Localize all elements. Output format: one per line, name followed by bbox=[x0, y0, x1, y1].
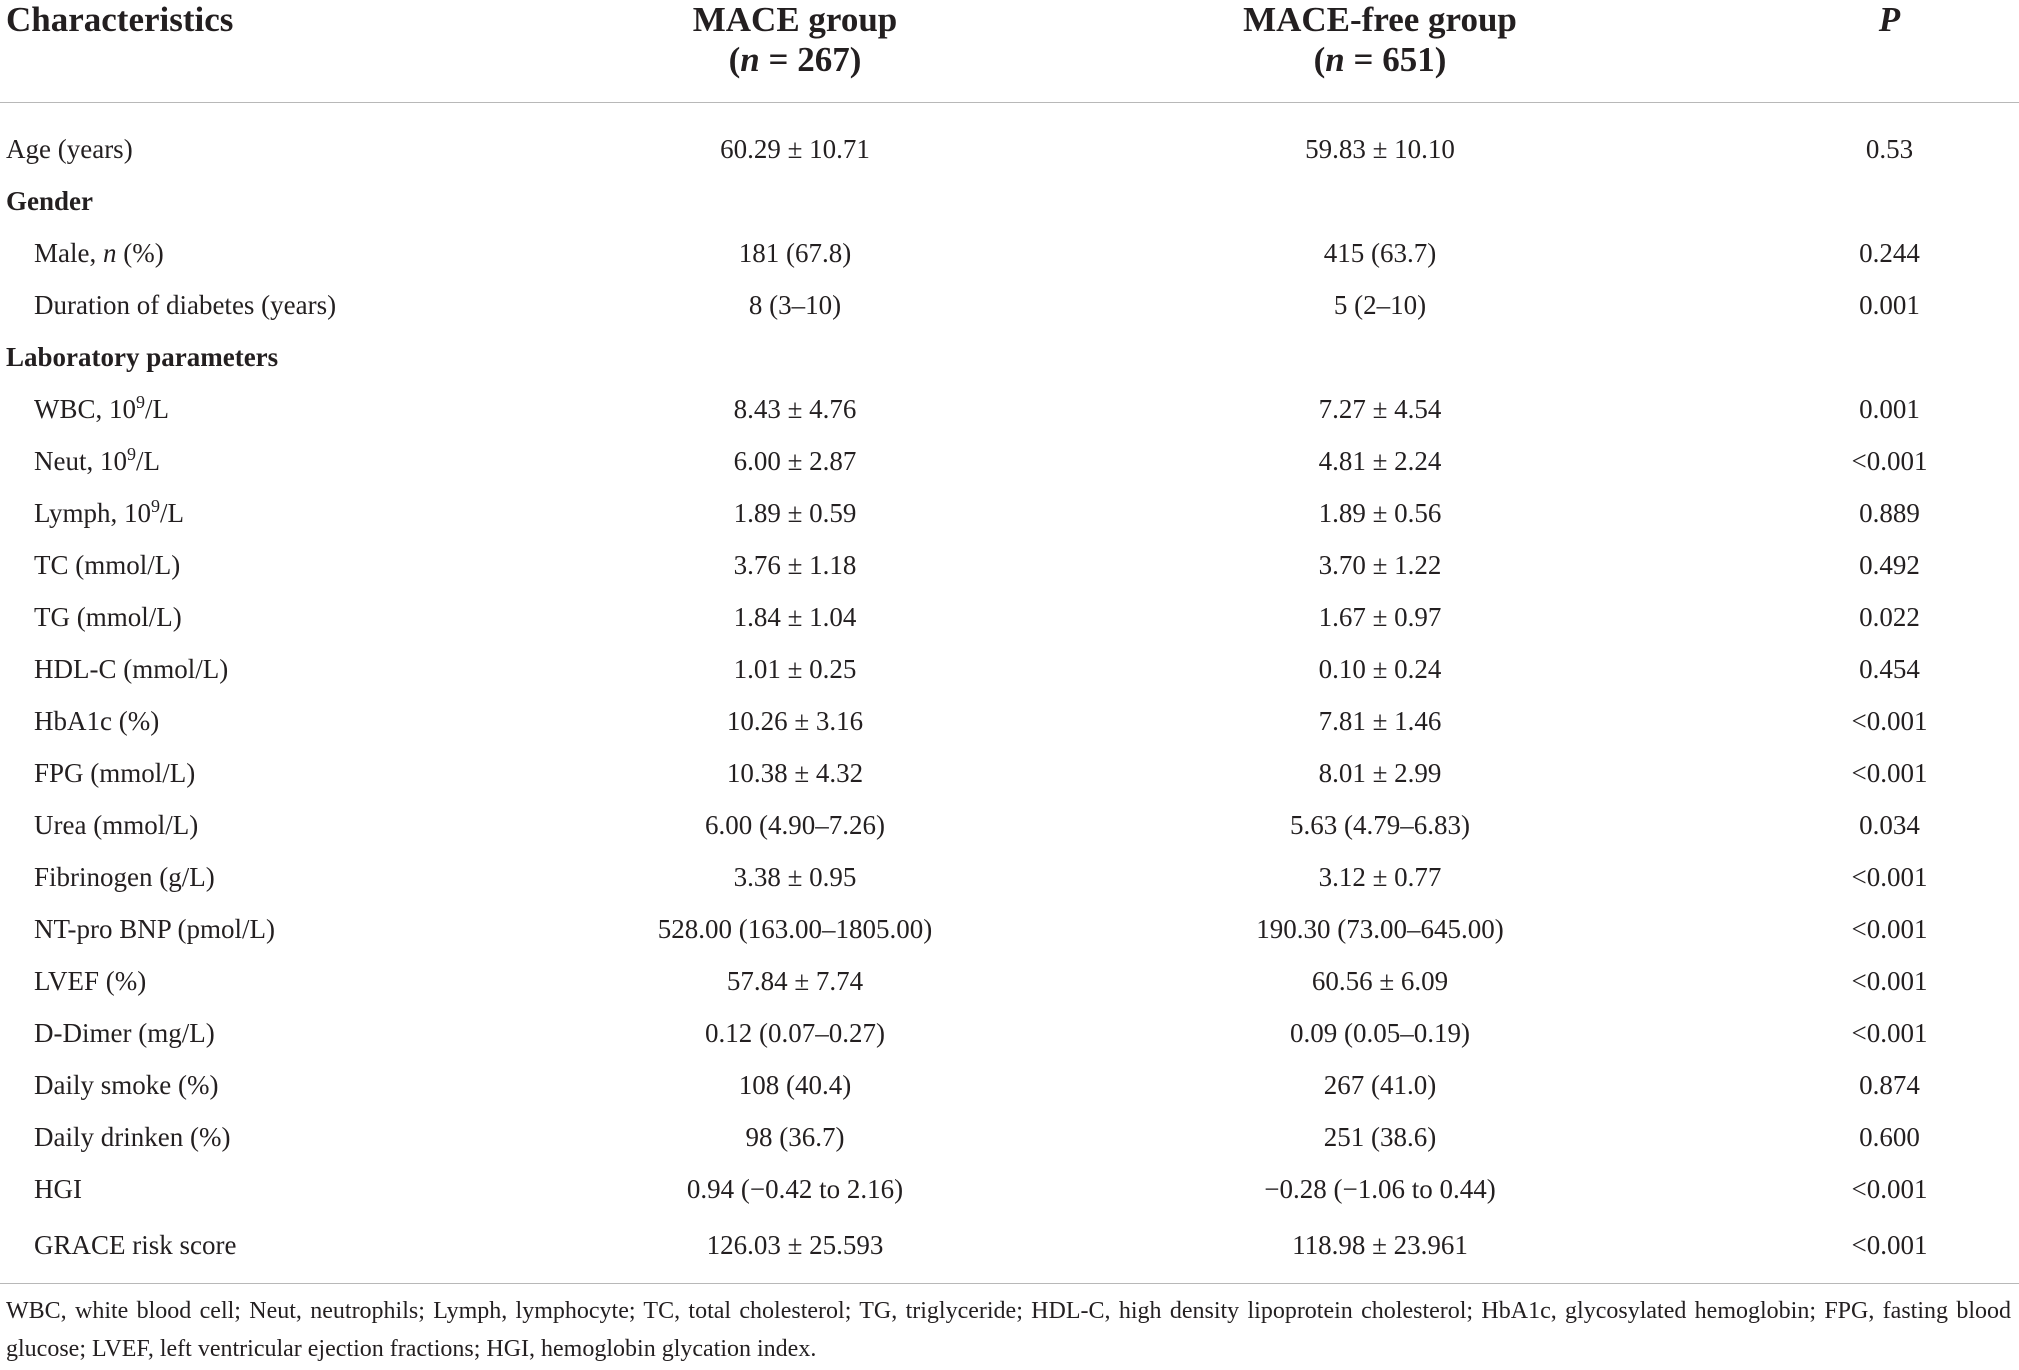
p-value: 0.001 bbox=[1859, 393, 1920, 424]
header-free-n-prefix: ( bbox=[1313, 40, 1326, 79]
mace-group-value: 1.84 ± 1.04 bbox=[733, 601, 857, 632]
row-label: Fibrinogen (g/L) bbox=[34, 861, 215, 892]
mace-group-value bbox=[560, 331, 1030, 383]
mace-free-group-value: −0.28 (−1.06 to 0.44) bbox=[1264, 1173, 1496, 1204]
row-label-text: Lymph, 10 bbox=[34, 497, 152, 528]
p-value: <0.001 bbox=[1851, 445, 1928, 476]
p-value: 0.022 bbox=[1859, 601, 1920, 632]
row-label: Daily drinken (%) bbox=[34, 1121, 231, 1152]
mace-free-group-value: 5 (2–10) bbox=[1333, 289, 1427, 320]
table-row bbox=[0, 103, 2019, 176]
mace-group-value: 6.00 ± 2.87 bbox=[733, 445, 857, 476]
row-label-text: Neut, 10 bbox=[34, 445, 127, 476]
row-label-suffix: /L bbox=[145, 393, 170, 424]
p-value: 0.492 bbox=[1859, 549, 1920, 580]
header-mace-group bbox=[560, 0, 1030, 103]
table-row bbox=[0, 643, 2019, 695]
mace-free-group-value: 251 (38.6) bbox=[1323, 1121, 1437, 1152]
mace-group-value: 0.12 (0.07–0.27) bbox=[705, 1017, 885, 1048]
row-label: Duration of diabetes (years) bbox=[34, 289, 337, 320]
table-row bbox=[0, 955, 2019, 1007]
mace-free-group-value: 415 (63.7) bbox=[1323, 237, 1437, 268]
mace-group-value: 6.00 (4.90–7.26) bbox=[705, 809, 885, 840]
p-value: 0.001 bbox=[1859, 289, 1920, 320]
p-value: <0.001 bbox=[1851, 1017, 1928, 1048]
row-label-superscript: 9 bbox=[126, 443, 136, 464]
row-label: NT-pro BNP (pmol/L) bbox=[34, 913, 275, 944]
table-row bbox=[0, 851, 2019, 903]
mace-free-group-value: 0.10 ± 0.24 bbox=[1318, 653, 1442, 684]
mace-free-group-value: 5.63 (4.79–6.83) bbox=[1290, 809, 1470, 840]
mace-free-group-value: 3.12 ± 0.77 bbox=[1318, 861, 1442, 892]
mace-group-value: 57.84 ± 7.74 bbox=[726, 965, 864, 996]
row-label: GRACE risk score bbox=[0, 1215, 560, 1284]
mace-group-value: 3.76 ± 1.18 bbox=[733, 549, 857, 580]
mace-group-value: 10.26 ± 3.16 bbox=[726, 705, 864, 736]
header-mace-n-prefix: ( bbox=[728, 40, 741, 79]
header-characteristics: Characteristics bbox=[0, 0, 560, 103]
header-mace-free-group bbox=[1030, 0, 1730, 103]
mace-free-group-value: 60.56 ± 6.09 bbox=[1311, 965, 1449, 996]
mace-free-group-value: 8.01 ± 2.99 bbox=[1318, 757, 1442, 788]
header-row bbox=[0, 0, 2019, 103]
mace-free-group-value: 118.98 ± 23.961 bbox=[1030, 1215, 1730, 1284]
p-value: 0.889 bbox=[1859, 497, 1920, 528]
row-label: LVEF (%) bbox=[34, 965, 147, 996]
mace-free-group-value: 3.70 ± 1.22 bbox=[1318, 549, 1442, 580]
mace-free-group-value: 1.89 ± 0.56 bbox=[1318, 497, 1442, 528]
header-mace-group-n bbox=[560, 40, 1030, 80]
row-label: FPG (mmol/L) bbox=[34, 757, 196, 788]
table-row bbox=[0, 747, 2019, 799]
mace-free-group-value: 7.27 ± 4.54 bbox=[1318, 393, 1442, 424]
mace-group-value: 3.38 ± 0.95 bbox=[733, 861, 857, 892]
mace-group-value: 0.94 (−0.42 to 2.16) bbox=[686, 1173, 904, 1204]
table-row bbox=[0, 903, 2019, 955]
row-label-suffix: /L bbox=[135, 445, 160, 476]
mace-free-group-value: 267 (41.0) bbox=[1323, 1069, 1437, 1100]
row-label: Age (years) bbox=[6, 133, 133, 164]
mace-group-value bbox=[560, 175, 1030, 227]
row-label bbox=[0, 383, 560, 435]
p-value: <0.001 bbox=[1851, 913, 1928, 944]
table-row bbox=[0, 383, 2019, 435]
mace-free-group-value: 59.83 ± 10.10 bbox=[1305, 133, 1455, 164]
table-row bbox=[0, 1163, 2019, 1215]
mace-free-group-value: 190.30 (73.00–645.00) bbox=[1256, 913, 1504, 944]
row-label-text: WBC, 10 bbox=[34, 393, 137, 424]
table-row bbox=[0, 227, 2019, 279]
table-row bbox=[0, 435, 2019, 487]
header-p-value: P bbox=[1730, 0, 2019, 103]
p-value: <0.001 bbox=[1851, 757, 1928, 788]
mace-group-value: 60.29 ± 10.71 bbox=[720, 133, 870, 164]
header-free-n-value: = 651) bbox=[1344, 40, 1447, 79]
p-value: <0.001 bbox=[1730, 1215, 2019, 1284]
p-value: 0.53 bbox=[1865, 133, 1914, 164]
header-mace-group-title: MACE group bbox=[692, 0, 898, 39]
section-heading: Laboratory parameters bbox=[6, 341, 279, 372]
p-value: 0.600 bbox=[1859, 1121, 1920, 1152]
row-label-superscript: 9 bbox=[151, 495, 161, 516]
row-label: D-Dimer (mg/L) bbox=[34, 1017, 215, 1048]
section-heading: Gender bbox=[6, 185, 93, 216]
mace-group-value: 108 (40.4) bbox=[738, 1069, 852, 1100]
mace-free-group-value: 7.81 ± 1.46 bbox=[1318, 705, 1442, 736]
table-row bbox=[0, 591, 2019, 643]
header-mace-n-var: n bbox=[740, 40, 760, 79]
header-mace-free-group-title: MACE-free group bbox=[1243, 0, 1517, 39]
header-mace-free-group-n bbox=[1030, 40, 1730, 80]
row-label: Urea (mmol/L) bbox=[34, 809, 199, 840]
mace-group-value: 528.00 (163.00–1805.00) bbox=[657, 913, 933, 944]
row-label: Daily smoke (%) bbox=[34, 1069, 219, 1100]
row-label: TC (mmol/L) bbox=[34, 549, 181, 580]
table-row bbox=[0, 279, 2019, 331]
mace-free-group-value bbox=[1030, 331, 1730, 383]
row-label bbox=[0, 487, 560, 539]
p-value: <0.001 bbox=[1851, 861, 1928, 892]
row-label-text: Male, bbox=[34, 237, 103, 268]
p-value: 0.034 bbox=[1859, 809, 1920, 840]
row-label bbox=[0, 227, 560, 279]
header-mace-n-value: = 267) bbox=[759, 40, 862, 79]
row-label: HDL-C (mmol/L) bbox=[34, 653, 229, 684]
header-free-n-var: n bbox=[1325, 40, 1345, 79]
mace-free-group-value: 4.81 ± 2.24 bbox=[1318, 445, 1442, 476]
row-label-superscript: 9 bbox=[136, 391, 146, 412]
mace-free-group-value: 0.09 (0.05–0.19) bbox=[1290, 1017, 1470, 1048]
mace-group-value: 1.89 ± 0.59 bbox=[733, 497, 857, 528]
p-value: <0.001 bbox=[1851, 705, 1928, 736]
mace-group-value: 1.01 ± 0.25 bbox=[733, 653, 857, 684]
p-value bbox=[1730, 331, 2019, 383]
row-label: TG (mmol/L) bbox=[34, 601, 182, 632]
mace-group-value: 8.43 ± 4.76 bbox=[733, 393, 857, 424]
mace-group-value: 98 (36.7) bbox=[745, 1121, 845, 1152]
table-body bbox=[0, 103, 2019, 1284]
table-row bbox=[0, 695, 2019, 747]
mace-group-value: 8 (3–10) bbox=[748, 289, 842, 320]
row-label-suffix: (%) bbox=[116, 237, 164, 268]
table-header bbox=[0, 0, 2019, 103]
row-label: HGI bbox=[34, 1173, 82, 1204]
p-value: <0.001 bbox=[1851, 965, 1928, 996]
p-value bbox=[1730, 175, 2019, 227]
p-value: 0.244 bbox=[1859, 237, 1920, 268]
table-row bbox=[0, 487, 2019, 539]
mace-group-value: 181 (67.8) bbox=[738, 237, 852, 268]
mace-group-value: 126.03 ± 25.593 bbox=[560, 1215, 1030, 1284]
row-label-suffix: /L bbox=[160, 497, 185, 528]
row-label-italic: n bbox=[102, 237, 117, 268]
table-row bbox=[0, 1059, 2019, 1111]
p-value: 0.874 bbox=[1859, 1069, 1920, 1100]
table-row bbox=[0, 1111, 2019, 1163]
table-footnote: WBC, white blood cell; Neut, neutrophils; Lymph, lymphocyte; TC, total cholesterol; TG, triglyceride; HDL-C, high density lipoprotein cholesterol; HbA1c, glycosylated hemoglobin; FPG, fasting blood glucose; LVEF, left ventricular ejection fractions; HGI, hemoglobin glycation index. bbox=[6, 1298, 2011, 1362]
mace-free-group-value bbox=[1030, 175, 1730, 227]
table-row bbox=[0, 539, 2019, 591]
p-value: 0.454 bbox=[1859, 653, 1920, 684]
row-label bbox=[0, 435, 560, 487]
p-value: <0.001 bbox=[1851, 1173, 1928, 1204]
table-row bbox=[0, 799, 2019, 851]
table-row bbox=[0, 175, 2019, 227]
mace-group-value: 10.38 ± 4.32 bbox=[726, 757, 864, 788]
table-row bbox=[0, 331, 2019, 383]
table-row bbox=[0, 1007, 2019, 1059]
mace-free-group-value: 1.67 ± 0.97 bbox=[1318, 601, 1442, 632]
table-row bbox=[0, 1215, 2019, 1284]
row-label: HbA1c (%) bbox=[34, 705, 160, 736]
